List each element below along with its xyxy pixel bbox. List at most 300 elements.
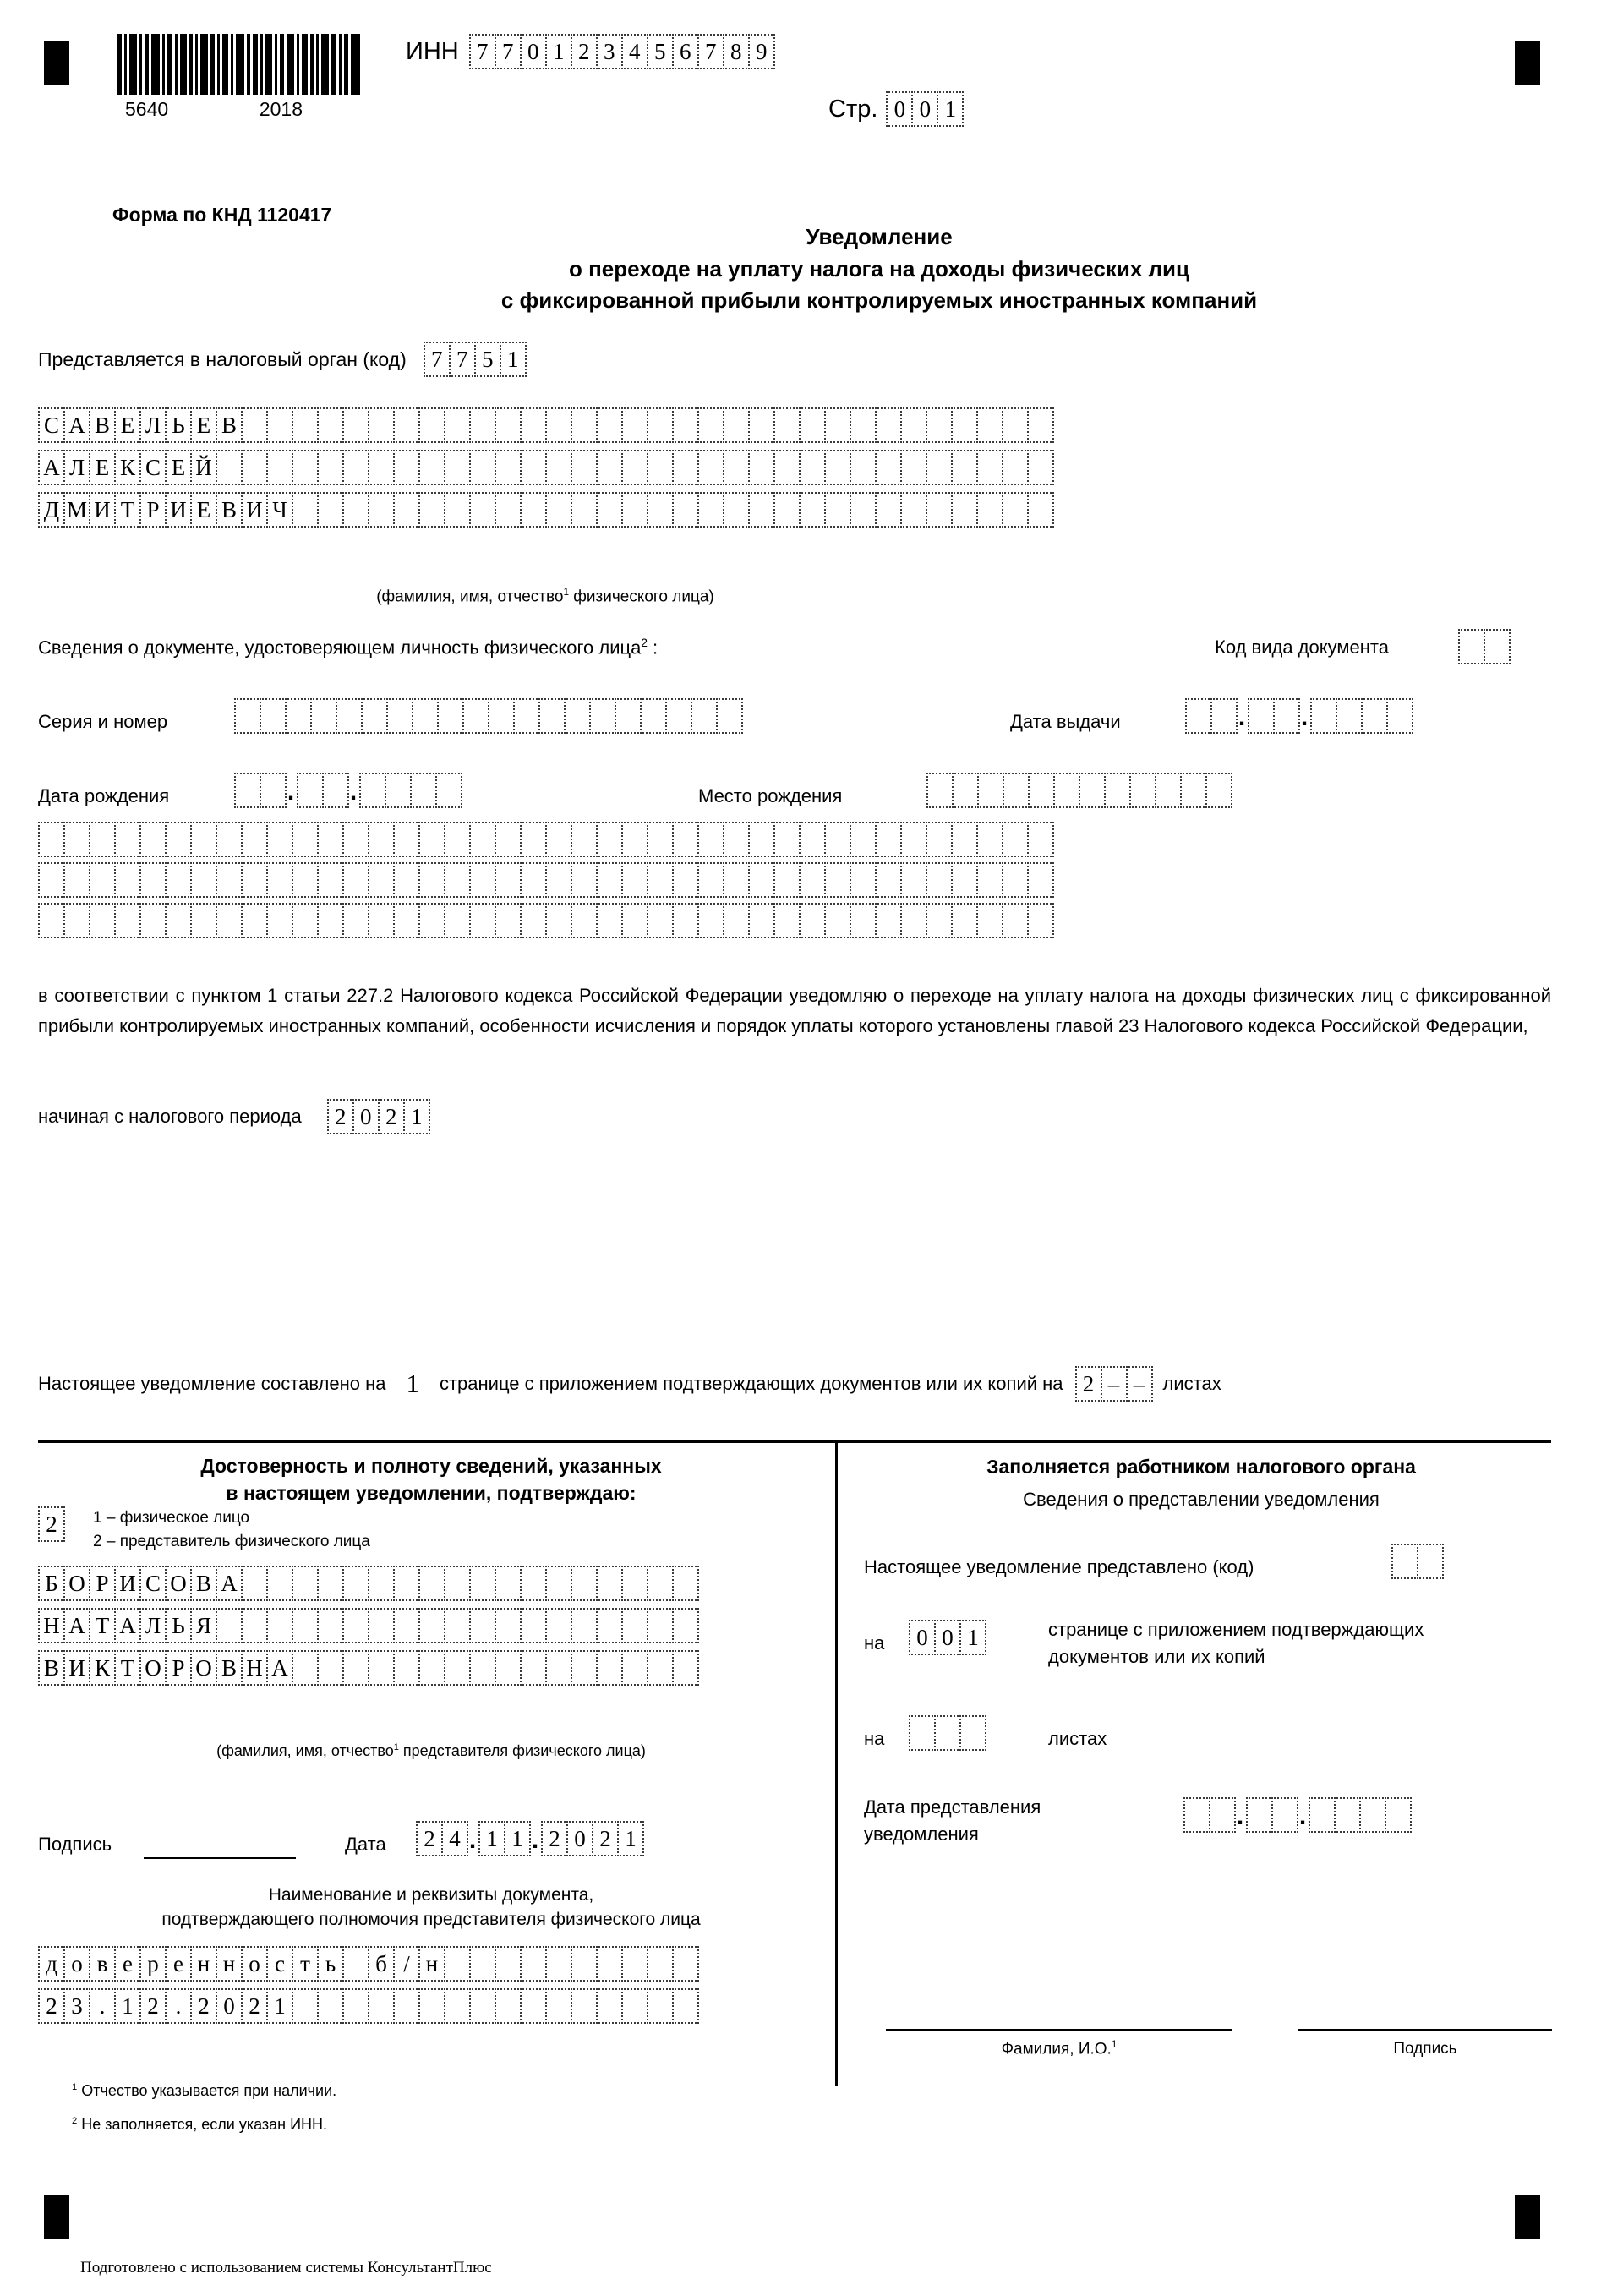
series-number-cell[interactable] xyxy=(412,698,439,734)
birth-place-cell[interactable] xyxy=(444,822,471,857)
birth-place-cell[interactable] xyxy=(926,903,953,938)
birth-date-cells[interactable] xyxy=(234,773,461,808)
series-number-cell[interactable] xyxy=(589,698,616,734)
name-cell[interactable] xyxy=(748,450,775,485)
doc-type-code-cells[interactable] xyxy=(1458,629,1509,664)
birth-place-cell[interactable] xyxy=(165,903,192,938)
confirmation-code-value[interactable]: 2 xyxy=(38,1506,65,1542)
surname-cell[interactable] xyxy=(266,407,293,443)
birth-place-cell[interactable] xyxy=(1205,773,1232,808)
rep-patronymic-cell[interactable]: В xyxy=(38,1650,65,1686)
birth-place-cell[interactable] xyxy=(1027,903,1054,938)
name-cell[interactable] xyxy=(596,450,623,485)
rep-patronymic-cell[interactable] xyxy=(520,1650,547,1686)
name-cell[interactable] xyxy=(1002,450,1029,485)
name-cell[interactable]: Е xyxy=(165,450,192,485)
birth-place-cell[interactable] xyxy=(165,862,192,898)
series-number-cell[interactable] xyxy=(564,698,591,734)
birth-place-cells-row1[interactable] xyxy=(926,773,1231,808)
birth-place-cell[interactable] xyxy=(317,822,344,857)
rep-patronymic-cell[interactable]: И xyxy=(63,1650,90,1686)
birth-place-cells-row2[interactable] xyxy=(38,822,1052,857)
rep-name-cell[interactable] xyxy=(672,1608,699,1643)
rep-patronymic-row[interactable] xyxy=(38,1650,697,1686)
surname-cell[interactable] xyxy=(621,407,648,443)
patronymic-cell[interactable] xyxy=(799,492,826,528)
tax-period-field[interactable] xyxy=(38,1099,429,1134)
rep-surname-cell[interactable] xyxy=(292,1566,319,1601)
name-cell[interactable] xyxy=(647,450,674,485)
power-of-attorney-cell[interactable]: ь xyxy=(317,1946,344,1982)
official-date-cell[interactable] xyxy=(1246,1797,1273,1833)
confirmation-date-cell[interactable]: 2 xyxy=(592,1821,619,1856)
rep-patronymic-cell[interactable] xyxy=(545,1650,572,1686)
birth-place-cell[interactable] xyxy=(38,862,65,898)
birth-place-cell[interactable] xyxy=(216,822,243,857)
power-of-attorney-cell[interactable] xyxy=(647,1988,674,2024)
patronymic-cell[interactable] xyxy=(495,492,522,528)
birth-place-cell[interactable] xyxy=(495,862,522,898)
birth-place-cell[interactable] xyxy=(418,903,445,938)
rep-patronymic-cell[interactable] xyxy=(342,1650,369,1686)
birth-place-cell[interactable] xyxy=(799,822,826,857)
birth-place-cell[interactable] xyxy=(469,822,496,857)
rep-surname-cell[interactable]: О xyxy=(63,1566,90,1601)
rep-patronymic-cell[interactable] xyxy=(393,1650,420,1686)
patronymic-cell[interactable] xyxy=(850,492,877,528)
birth-place-cell[interactable] xyxy=(824,822,851,857)
page-digit[interactable]: 1 xyxy=(937,91,964,127)
power-of-attorney-cell[interactable] xyxy=(647,1946,674,1982)
birth-place-cell[interactable] xyxy=(976,822,1003,857)
rep-surname-cell[interactable]: Р xyxy=(89,1566,116,1601)
birth-place-cell[interactable] xyxy=(266,862,293,898)
birth-place-cell[interactable] xyxy=(139,862,167,898)
birth-place-cell[interactable] xyxy=(926,822,953,857)
name-cell[interactable] xyxy=(697,450,724,485)
patronymic-cell[interactable] xyxy=(647,492,674,528)
power-of-attorney-cell[interactable] xyxy=(520,1988,547,2024)
series-number-cell[interactable] xyxy=(716,698,743,734)
birth-place-cell[interactable] xyxy=(520,903,547,938)
inn-digit[interactable]: 3 xyxy=(596,34,623,69)
name-cell[interactable] xyxy=(875,450,902,485)
rep-patronymic-cell[interactable]: О xyxy=(139,1650,167,1686)
power-of-attorney-cell[interactable]: 2 xyxy=(139,1988,167,2024)
birth-place-cell[interactable] xyxy=(1027,862,1054,898)
birth-place-cell[interactable] xyxy=(292,822,319,857)
tax-period-digit[interactable]: 1 xyxy=(403,1099,430,1134)
issue-date-cell[interactable] xyxy=(1273,698,1300,734)
series-number-cell[interactable] xyxy=(691,698,718,734)
birth-place-cell[interactable] xyxy=(824,862,851,898)
official-date-cell[interactable] xyxy=(1334,1797,1361,1833)
surname-cell[interactable]: В xyxy=(216,407,243,443)
power-of-attorney-cell[interactable]: 2 xyxy=(190,1988,217,2024)
patronymic-cell[interactable]: И xyxy=(89,492,116,528)
surname-cell[interactable] xyxy=(748,407,775,443)
official-name-sign-line[interactable] xyxy=(886,2029,1232,2031)
surname-cell[interactable] xyxy=(773,407,801,443)
series-number-cell[interactable] xyxy=(513,698,540,734)
rep-name-cell[interactable]: Н xyxy=(38,1608,65,1643)
rep-name-cell[interactable] xyxy=(545,1608,572,1643)
rep-surname-cell[interactable] xyxy=(596,1566,623,1601)
official-pages-digit[interactable]: 1 xyxy=(959,1620,986,1655)
rep-name-cell[interactable]: Т xyxy=(89,1608,116,1643)
official-date-cells[interactable] xyxy=(1183,1797,1410,1833)
birth-place-cell[interactable] xyxy=(596,903,623,938)
series-number-cell[interactable] xyxy=(386,698,413,734)
issue-date-cell[interactable] xyxy=(1310,698,1337,734)
inn-digit[interactable]: 4 xyxy=(621,34,648,69)
power-of-attorney-cell[interactable]: н xyxy=(418,1946,445,1982)
birth-place-cell[interactable] xyxy=(951,903,978,938)
name-cell[interactable]: Й xyxy=(190,450,217,485)
birth-place-cell[interactable] xyxy=(545,822,572,857)
rep-name-cell[interactable]: Ь xyxy=(165,1608,192,1643)
surname-cell[interactable] xyxy=(444,407,471,443)
issue-date-cell-group[interactable] xyxy=(1185,698,1236,734)
inn-cells[interactable] xyxy=(469,34,773,69)
rep-surname-cell[interactable] xyxy=(317,1566,344,1601)
page-digit[interactable]: 0 xyxy=(911,91,938,127)
birth-place-cell[interactable] xyxy=(368,862,395,898)
birth-place-cell[interactable] xyxy=(951,822,978,857)
patronymic-cell[interactable]: М xyxy=(63,492,90,528)
power-of-attorney-cell[interactable] xyxy=(368,1988,395,2024)
birth-date-cell[interactable] xyxy=(410,773,437,808)
rep-patronymic-cell[interactable]: В xyxy=(216,1650,243,1686)
official-submitted-cell[interactable] xyxy=(1417,1544,1444,1579)
series-number-cell[interactable] xyxy=(285,698,312,734)
power-of-attorney-cell[interactable] xyxy=(571,1946,598,1982)
birth-place-cell[interactable] xyxy=(1180,773,1207,808)
power-of-attorney-cell[interactable]: б xyxy=(368,1946,395,1982)
patronymic-cell[interactable]: И xyxy=(165,492,192,528)
official-date-cell[interactable] xyxy=(1209,1797,1236,1833)
power-of-attorney-cell[interactable]: 1 xyxy=(114,1988,141,2024)
surname-cell[interactable]: С xyxy=(38,407,65,443)
birth-place-cell[interactable] xyxy=(1002,903,1029,938)
official-date-cell[interactable] xyxy=(1309,1797,1336,1833)
confirmation-date-cell[interactable]: 1 xyxy=(504,1821,531,1856)
surname-cell[interactable] xyxy=(571,407,598,443)
rep-patronymic-cell[interactable] xyxy=(368,1650,395,1686)
power-of-attorney-cell[interactable] xyxy=(596,1988,623,2024)
series-number-cell[interactable] xyxy=(260,698,287,734)
power-of-attorney-cell[interactable] xyxy=(596,1946,623,1982)
power-of-attorney-cell[interactable]: н xyxy=(190,1946,217,1982)
patronymic-cell[interactable] xyxy=(545,492,572,528)
rep-patronymic-cell[interactable] xyxy=(647,1650,674,1686)
power-of-attorney-cell[interactable]: р xyxy=(139,1946,167,1982)
birth-place-cell[interactable] xyxy=(114,903,141,938)
birth-place-cell[interactable] xyxy=(63,822,90,857)
power-of-attorney-row-1[interactable] xyxy=(38,1946,697,1982)
birth-place-cell[interactable] xyxy=(545,862,572,898)
birth-place-cell[interactable] xyxy=(799,862,826,898)
surname-cell[interactable] xyxy=(900,407,927,443)
rep-surname-cell[interactable] xyxy=(495,1566,522,1601)
confirmation-date-cell[interactable]: 2 xyxy=(416,1821,443,1856)
confirmation-date-cell[interactable]: 2 xyxy=(541,1821,568,1856)
official-date-cell-group[interactable] xyxy=(1246,1797,1297,1833)
name-cell[interactable]: Е xyxy=(89,450,116,485)
birth-place-cell[interactable] xyxy=(444,862,471,898)
issue-date-cells[interactable] xyxy=(1185,698,1412,734)
name-cell[interactable] xyxy=(469,450,496,485)
rep-patronymic-cell[interactable] xyxy=(469,1650,496,1686)
surname-cell[interactable] xyxy=(926,407,953,443)
name-cell[interactable] xyxy=(520,450,547,485)
tax-period-digit[interactable]: 2 xyxy=(327,1099,354,1134)
rep-patronymic-cell[interactable]: А xyxy=(266,1650,293,1686)
surname-cell[interactable] xyxy=(368,407,395,443)
name-cell[interactable] xyxy=(216,450,243,485)
birth-place-cell[interactable] xyxy=(799,903,826,938)
birth-place-cell[interactable] xyxy=(1053,773,1080,808)
birth-place-cell[interactable] xyxy=(672,862,699,898)
patronymic-cell[interactable] xyxy=(571,492,598,528)
power-of-attorney-cell[interactable] xyxy=(621,1946,648,1982)
sheets-digit[interactable]: – xyxy=(1126,1366,1153,1402)
rep-surname-cell[interactable] xyxy=(545,1566,572,1601)
series-number-cell[interactable] xyxy=(462,698,489,734)
birth-place-cell[interactable] xyxy=(114,822,141,857)
birth-place-cell[interactable] xyxy=(139,903,167,938)
power-of-attorney-cell[interactable] xyxy=(342,1988,369,2024)
rep-surname-cell[interactable] xyxy=(241,1566,268,1601)
rep-patronymic-cell[interactable] xyxy=(621,1650,648,1686)
official-date-cell[interactable] xyxy=(1359,1797,1386,1833)
power-of-attorney-cell[interactable] xyxy=(520,1946,547,1982)
rep-name-row[interactable] xyxy=(38,1608,697,1643)
rep-name-cell[interactable] xyxy=(292,1608,319,1643)
birth-place-cell[interactable] xyxy=(952,773,979,808)
name-cell[interactable] xyxy=(393,450,420,485)
surname-cell[interactable] xyxy=(976,407,1003,443)
birth-place-cell[interactable] xyxy=(1002,862,1029,898)
birth-place-cell[interactable] xyxy=(773,862,801,898)
official-date-cell[interactable] xyxy=(1271,1797,1298,1833)
tax-authority-digit[interactable]: 7 xyxy=(449,342,476,377)
rep-name-cell[interactable]: Л xyxy=(139,1608,167,1643)
patronymic-cell[interactable] xyxy=(976,492,1003,528)
rep-surname-cell[interactable] xyxy=(672,1566,699,1601)
rep-surname-cell[interactable]: И xyxy=(114,1566,141,1601)
name-cell[interactable] xyxy=(241,450,268,485)
rep-name-cell[interactable] xyxy=(621,1608,648,1643)
tax-authority-digit[interactable]: 1 xyxy=(500,342,527,377)
birth-place-cell[interactable] xyxy=(850,903,877,938)
power-of-attorney-cell[interactable] xyxy=(444,1946,471,1982)
series-number-cell[interactable] xyxy=(336,698,363,734)
surname-cell[interactable] xyxy=(1002,407,1029,443)
rep-patronymic-cell[interactable] xyxy=(596,1650,623,1686)
series-number-cell[interactable] xyxy=(665,698,692,734)
series-number-cell[interactable] xyxy=(437,698,464,734)
power-of-attorney-rows[interactable] xyxy=(38,1946,697,2024)
birth-place-cell[interactable] xyxy=(418,862,445,898)
birth-date-cell[interactable] xyxy=(385,773,412,808)
birth-place-cell[interactable] xyxy=(900,822,927,857)
birth-place-cell[interactable] xyxy=(773,822,801,857)
birth-place-cell[interactable] xyxy=(216,903,243,938)
birth-place-cell[interactable] xyxy=(824,903,851,938)
power-of-attorney-cell[interactable]: 1 xyxy=(266,1988,293,2024)
birth-date-cell-group[interactable] xyxy=(359,773,461,808)
patronymic-cell[interactable] xyxy=(773,492,801,528)
official-sheets-cell[interactable] xyxy=(909,1715,936,1751)
official-pages-digit[interactable]: 0 xyxy=(909,1620,936,1655)
name-cell[interactable] xyxy=(292,450,319,485)
power-of-attorney-cell[interactable]: е xyxy=(165,1946,192,1982)
surname-cell[interactable] xyxy=(596,407,623,443)
official-pages-digit[interactable]: 0 xyxy=(934,1620,961,1655)
rep-name-cell[interactable]: Я xyxy=(190,1608,217,1643)
name-cell[interactable] xyxy=(545,450,572,485)
birth-date-cell[interactable] xyxy=(435,773,462,808)
patronymic-cell[interactable] xyxy=(469,492,496,528)
birth-place-cell[interactable] xyxy=(1155,773,1182,808)
series-number-cell[interactable] xyxy=(488,698,515,734)
power-of-attorney-cell[interactable] xyxy=(495,1988,522,2024)
rep-name-cell[interactable] xyxy=(266,1608,293,1643)
patronymic-cell[interactable]: Е xyxy=(190,492,217,528)
power-of-attorney-cell[interactable] xyxy=(469,1946,496,1982)
patronymic-cell[interactable] xyxy=(697,492,724,528)
power-of-attorney-cell[interactable] xyxy=(672,1988,699,2024)
rep-surname-row[interactable] xyxy=(38,1566,697,1601)
birth-place-cell[interactable] xyxy=(241,903,268,938)
power-of-attorney-row-2[interactable] xyxy=(38,1988,697,2024)
name-cell[interactable] xyxy=(495,450,522,485)
power-of-attorney-cell[interactable]: о xyxy=(241,1946,268,1982)
pages-count-value[interactable]: 1 xyxy=(406,1368,419,1398)
birth-place-cell[interactable] xyxy=(571,822,598,857)
name-cell[interactable] xyxy=(773,450,801,485)
rep-name-cell[interactable] xyxy=(571,1608,598,1643)
rep-name-cell[interactable] xyxy=(368,1608,395,1643)
name-row[interactable] xyxy=(38,450,1052,485)
issue-date-cell-group[interactable] xyxy=(1248,698,1298,734)
person-name-block[interactable] xyxy=(38,407,1052,528)
inn-digit[interactable]: 2 xyxy=(571,34,598,69)
birth-place-cell[interactable] xyxy=(63,903,90,938)
series-number-cell[interactable] xyxy=(234,698,261,734)
birth-date-cell-group[interactable] xyxy=(234,773,285,808)
surname-cell[interactable] xyxy=(824,407,851,443)
rep-name-cell[interactable] xyxy=(216,1608,243,1643)
name-cell[interactable] xyxy=(418,450,445,485)
official-submitted-cells[interactable] xyxy=(1391,1544,1442,1579)
name-cell[interactable] xyxy=(444,450,471,485)
birth-date-cell[interactable] xyxy=(260,773,287,808)
surname-cell[interactable]: А xyxy=(63,407,90,443)
surname-cell[interactable] xyxy=(1027,407,1054,443)
confirmation-date-cell-group[interactable] xyxy=(478,1821,529,1856)
birth-place-cell[interactable] xyxy=(190,903,217,938)
surname-cell[interactable] xyxy=(241,407,268,443)
sheets-cells[interactable] xyxy=(1075,1366,1151,1402)
name-cell[interactable] xyxy=(621,450,648,485)
birth-place-cell[interactable] xyxy=(723,903,750,938)
name-cell[interactable] xyxy=(571,450,598,485)
birth-place-cell[interactable] xyxy=(520,822,547,857)
patronymic-cell[interactable]: В xyxy=(216,492,243,528)
birth-place-cell[interactable] xyxy=(875,903,902,938)
power-of-attorney-cell[interactable] xyxy=(672,1946,699,1982)
tax-period-cells[interactable] xyxy=(327,1099,429,1134)
rep-surname-cell[interactable]: Б xyxy=(38,1566,65,1601)
rep-name-cell[interactable] xyxy=(418,1608,445,1643)
birth-place-cell[interactable] xyxy=(647,822,674,857)
page-number-field[interactable] xyxy=(828,91,962,127)
patronymic-cell[interactable] xyxy=(926,492,953,528)
rep-surname-cell[interactable]: О xyxy=(165,1566,192,1601)
surname-cell[interactable] xyxy=(647,407,674,443)
surname-cell[interactable] xyxy=(875,407,902,443)
series-number-cell[interactable] xyxy=(310,698,337,734)
patronymic-cell[interactable] xyxy=(672,492,699,528)
power-of-attorney-cell[interactable] xyxy=(444,1988,471,2024)
doc-type-cell[interactable] xyxy=(1484,629,1511,664)
patronymic-cell[interactable] xyxy=(292,492,319,528)
birth-place-cell[interactable] xyxy=(1028,773,1055,808)
official-date-cell-group[interactable] xyxy=(1309,1797,1410,1833)
rep-surname-cell[interactable]: С xyxy=(139,1566,167,1601)
official-sheets-cells[interactable] xyxy=(909,1715,985,1751)
name-cell[interactable] xyxy=(951,450,978,485)
rep-name-cell[interactable] xyxy=(393,1608,420,1643)
birth-place-cell[interactable] xyxy=(393,822,420,857)
birth-place-cell[interactable] xyxy=(621,862,648,898)
birth-place-cell[interactable] xyxy=(1002,822,1029,857)
power-of-attorney-cell[interactable]: 2 xyxy=(241,1988,268,2024)
tax-authority-field[interactable] xyxy=(38,342,525,377)
birth-place-cell[interactable] xyxy=(38,822,65,857)
birth-place-cell[interactable] xyxy=(266,903,293,938)
confirmation-date-cell-group[interactable] xyxy=(416,1821,467,1856)
rep-patronymic-cell[interactable] xyxy=(444,1650,471,1686)
power-of-attorney-cell[interactable] xyxy=(342,1946,369,1982)
power-of-attorney-cell[interactable] xyxy=(292,1988,319,2024)
rep-patronymic-cell[interactable] xyxy=(317,1650,344,1686)
birth-place-cell[interactable] xyxy=(900,862,927,898)
power-of-attorney-cell[interactable] xyxy=(495,1946,522,1982)
birth-place-cells-row3[interactable] xyxy=(38,862,1052,898)
rep-name-cell[interactable] xyxy=(444,1608,471,1643)
birth-place-cell[interactable] xyxy=(190,822,217,857)
patronymic-cell[interactable] xyxy=(368,492,395,528)
name-cell[interactable] xyxy=(824,450,851,485)
birth-place-cell[interactable] xyxy=(114,862,141,898)
name-cell[interactable] xyxy=(317,450,344,485)
birth-place-cell[interactable] xyxy=(342,903,369,938)
official-sheets-cell[interactable] xyxy=(934,1715,961,1751)
sheets-digit[interactable]: – xyxy=(1101,1366,1128,1402)
birth-place-cell[interactable] xyxy=(951,862,978,898)
power-of-attorney-cell[interactable] xyxy=(621,1988,648,2024)
name-cell[interactable] xyxy=(266,450,293,485)
series-number-cell[interactable] xyxy=(615,698,642,734)
doc-type-cell[interactable] xyxy=(1458,629,1485,664)
official-signature-line[interactable] xyxy=(1298,2029,1552,2031)
birth-place-cell[interactable] xyxy=(520,862,547,898)
surname-cell[interactable] xyxy=(545,407,572,443)
name-cell[interactable]: К xyxy=(114,450,141,485)
